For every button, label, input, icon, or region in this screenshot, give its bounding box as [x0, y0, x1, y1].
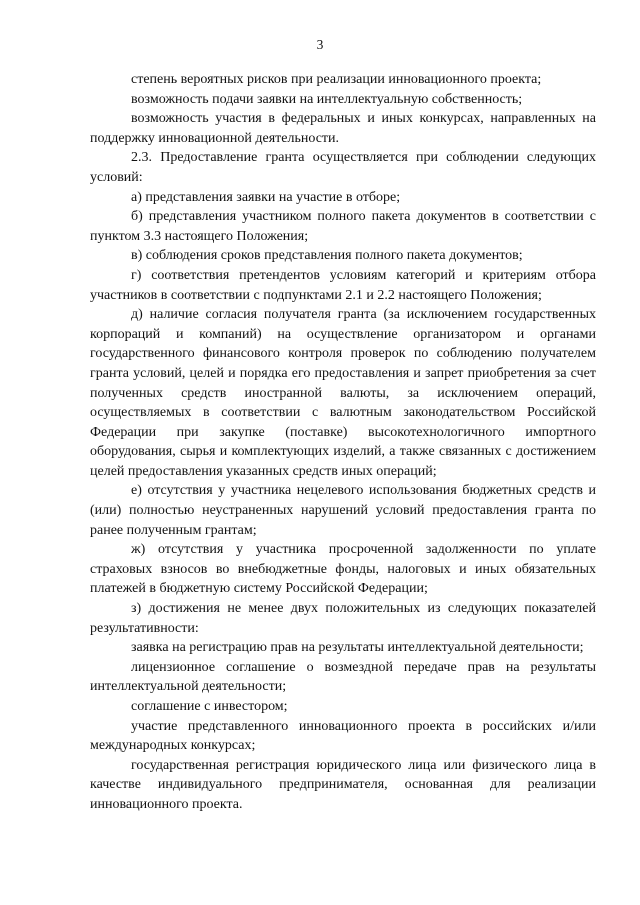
paragraph-condition-b: б) представления участником полного пакета документов в соответствии с пунктом 3.3 настоящего Положения;	[90, 209, 596, 244]
paragraph-indicator-investor: соглашение с инвестором;	[131, 699, 288, 714]
paragraph-contest-participation: возможность участия в федеральных и иных конкурсах, направленных на поддержку инновационной деятельности.	[90, 111, 596, 146]
document-body	[90, 70, 596, 815]
paragraph-indicator-contests: участие представленного инновационного проекта в российских и/или международных конкурсах;	[90, 718, 596, 754]
paragraph-condition-g: г) соответствия претендентов условиям категорий и критериям отбора участников в соответствии с подпунктами 2.1 и 2.2 настоящего Положения;	[90, 267, 596, 303]
paragraph-ip-application: возможность подачи заявки на интеллектуальную собственность;	[131, 91, 523, 107]
paragraph-section-2-3: 2.3. Предоставление гранта осуществляется при соблюдении следующих условий:	[90, 150, 596, 185]
paragraph-condition-z: з) достижения не менее двух положительных из следующих показателей результативности:	[90, 601, 596, 636]
paragraph-risk-degree: степень вероятных рисков при реализации инновационного проекта;	[131, 72, 542, 87]
paragraph-indicator-license: лицензионное соглашение о возмездной передаче прав на результаты интеллектуальной деятельности;	[90, 659, 596, 695]
paragraph-condition-a: а) представления заявки на участие в отборе;	[131, 189, 401, 205]
paragraph-indicator-ip-registration: заявка на регистрацию прав на результаты интеллектуальной деятельности;	[131, 640, 584, 656]
paragraph-condition-v: в) соблюдения сроков представления полного пакета документов;	[131, 248, 523, 264]
paragraph-condition-zh: ж) отсутствия у участника просроченной задолженности по уплате страховых взносов во внебюджетные фонды, налоговых и иных обязательных платежей в бюджетную систему Российской Федерации;	[90, 542, 596, 597]
paragraph-condition-d: д) наличие согласия получателя гранта (за исключением государственных корпораций и компаний) на осуществление организатором и органами государственного финансового контроля проверок по соблюдению получателем гранта условий, целей и порядка его предоставления и запрет приобретения за счет полученных средств иностранной валюты, за исключением операций, осуществляемых в соответствии с валютным законодательством Российской Федерации при закупке (поставке) высокотехнологичного импортного оборудования, сырья и комплектующих изделий, а также связанных с достижением целей предоставления указанных средств иных операций;	[90, 307, 596, 479]
page-number: 3	[316, 37, 324, 52]
paragraph-condition-e: е) отсутствия у участника нецелевого использования бюджетных средств и (или) полностью неустраненных нарушений условий предоставления гранта по ранее полученным грантам;	[90, 483, 596, 538]
paragraph-indicator-registration: государственная регистрация юридического лица или физического лица в качестве индивидуального предпринимателя, основанная для реализации инновационного проекта.	[90, 757, 596, 812]
